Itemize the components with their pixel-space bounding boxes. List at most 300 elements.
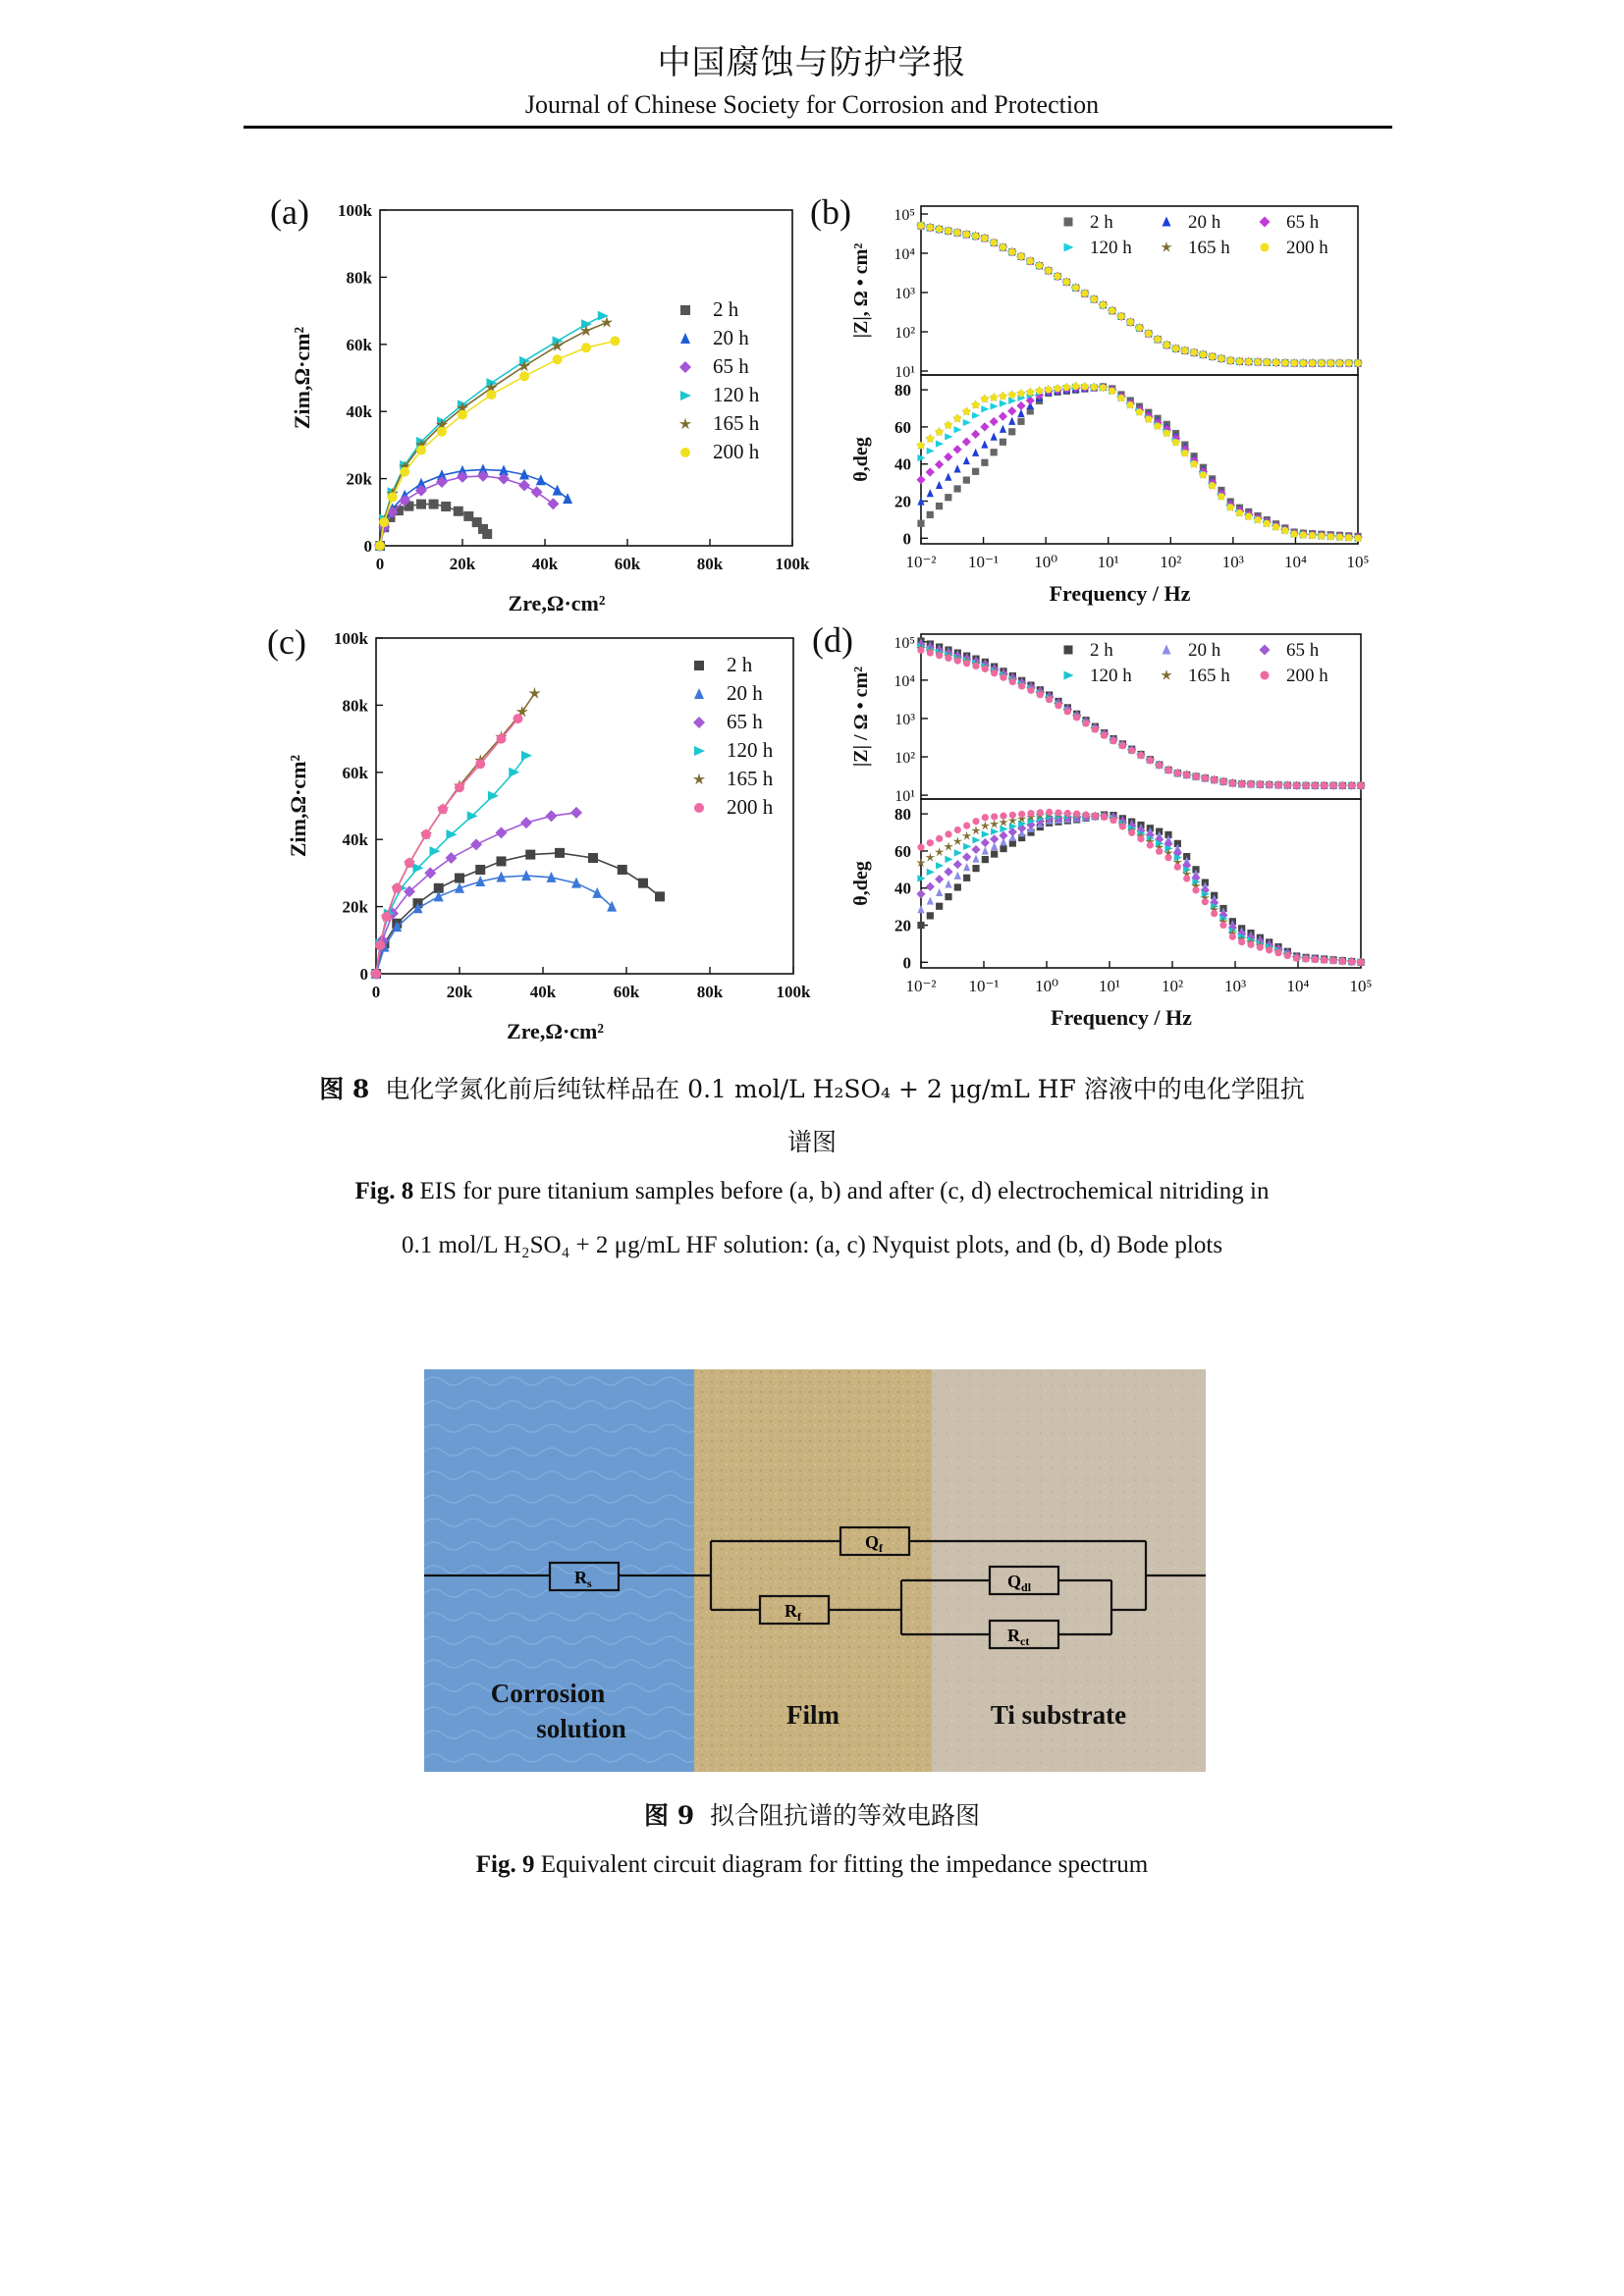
fig9-caption-cn — [0, 1796, 1624, 1832]
nyquist-a-legend-marker — [679, 418, 691, 430]
bode-b-phase-point — [945, 494, 951, 501]
nyquist-a-data-point — [547, 498, 559, 509]
bode-d-z-point — [1219, 778, 1226, 785]
bode-b-phase-point — [1000, 439, 1006, 446]
bode-d-z-point — [1128, 747, 1135, 754]
bode-d-x-tick-label: 10³ — [1223, 977, 1247, 995]
bode-b-z-point — [1245, 358, 1252, 365]
nyquist-a-data-point — [416, 500, 426, 509]
bode-d-phase-point — [1046, 809, 1053, 816]
nyquist-a-data-point — [553, 354, 563, 364]
bode-b-phase-point — [953, 415, 960, 422]
bode-d-phase-point — [1082, 811, 1089, 818]
nyquist-c-y-tick-label: 20k — [342, 897, 368, 917]
bode-d-phase-point — [981, 838, 990, 847]
nyquist-c-y-axis-label: Zim,Ω·cm² — [286, 754, 310, 858]
nyquist-c-data-point — [555, 848, 565, 858]
bode-b-phase-tick-label: 0 — [902, 529, 911, 549]
bode-d-phase-point — [916, 889, 925, 898]
bode-b-x-tick-label: 10⁻¹ — [968, 553, 1000, 571]
fig9-caption-en — [0, 1851, 1624, 1879]
bode-b-phase-point — [1136, 408, 1143, 415]
bode-b-phase-point — [936, 481, 943, 489]
bode-b-z-point — [1117, 313, 1124, 320]
bode-b-phase-point — [1154, 423, 1161, 430]
bode-d-phase-point — [953, 860, 962, 869]
bode-b-phase-point — [927, 511, 934, 518]
nyquist-c-y-tick-label: 40k — [342, 830, 368, 850]
journal-title-cn: 中国腐蚀与防护学报 — [657, 43, 967, 82]
bode-d-phase-point — [962, 852, 971, 861]
nyquist-c-panel-label: (c) — [267, 622, 306, 662]
bode-b-phase-point — [1354, 535, 1361, 542]
bode-d-phase-point — [1284, 952, 1291, 959]
bode-b-z-point — [1264, 358, 1271, 365]
bode-b-phase-point — [1191, 460, 1198, 467]
bode-b-legend-label: 2 h — [1090, 212, 1113, 233]
bode-d-phase-point — [1238, 938, 1245, 945]
bode-d-z-point — [1156, 762, 1163, 769]
bode-d-z-tick-label: 10⁴ — [893, 672, 915, 690]
bode-d-z-point — [1055, 702, 1061, 709]
bode-b-phase-point — [1017, 418, 1024, 425]
bode-b-z-point — [1000, 243, 1006, 250]
nyquist-c-data-point — [497, 856, 507, 866]
bode-b-phase-point — [1281, 527, 1288, 534]
bode-b-phase-point — [936, 428, 943, 435]
bode-d-phase-point — [953, 836, 963, 845]
bode-d-z-point — [1284, 781, 1291, 788]
bode-d-phase-point — [945, 880, 951, 887]
bode-d-z-point — [1293, 782, 1300, 789]
nyquist-c-data-point — [588, 853, 598, 863]
bode-b-z-point — [1145, 330, 1152, 337]
nyquist-a-y-tick-label: 80k — [346, 268, 372, 288]
bode-d-z-point — [1211, 776, 1218, 783]
nyquist-c-y-tick-label: 80k — [342, 696, 368, 716]
nyquist-a-x-tick-label: 0 — [375, 555, 385, 573]
bode-b-legend-label: 165 h — [1188, 238, 1230, 258]
nyquist-c-data-point — [470, 838, 482, 850]
bode-b-z-tick-label: 10⁴ — [893, 246, 915, 263]
bode-d-legend-marker — [1064, 671, 1074, 680]
nyquist-c-y-tick-label: 100k — [334, 629, 368, 648]
bode-d-phase-point — [963, 822, 970, 828]
nyquist-a-x-tick-label: 80k — [696, 555, 724, 573]
bode-d-z-point — [1037, 691, 1044, 698]
nyquist-c-x-axis-label: Zre,Ω·cm² — [507, 1019, 604, 1043]
bode-d-z-point — [1247, 780, 1254, 787]
bode-d-phase-point — [945, 893, 951, 900]
fig8-caption-en-line1 — [0, 1178, 1624, 1205]
bode-d-phase-point — [972, 854, 979, 862]
bode-d-phase-point — [1009, 812, 1016, 819]
nyquist-a-y-tick-label: 60k — [346, 335, 372, 354]
bode-d-phase-point — [963, 875, 970, 881]
bode-b-phase-point — [991, 394, 998, 400]
bode-d-phase-point — [971, 845, 980, 854]
nyquist-c-data-point — [375, 940, 385, 950]
bode-d-phase-point — [954, 849, 962, 856]
bode-b-z-point — [1336, 359, 1343, 366]
bode-d-phase-point — [1257, 944, 1264, 951]
bode-d-phase-point — [917, 905, 924, 913]
bode-d-x-tick-label: 10⁰ — [1035, 977, 1058, 995]
nyquist-c-fit-line — [376, 719, 518, 974]
nyquist-a-data-point — [477, 470, 489, 482]
bode-d-phase-point — [1128, 829, 1135, 836]
bode-d-z-tick-label: 10³ — [894, 711, 915, 728]
bode-b-phase-point — [1008, 417, 1015, 425]
region-label-solution: solution — [536, 1714, 626, 1743]
bode-d-z-point — [945, 655, 951, 662]
bode-b-phase-point — [1254, 516, 1261, 523]
bode-b-z-point — [1154, 336, 1161, 343]
fig8-caption-en-line2: 0.1 mol/L H₂SO₄ + 2 μg/mL HF solution: (a, c) Nyquist plots, and (b, d) Bode plots — [401, 1232, 1223, 1258]
bode-b-phase-point — [971, 430, 980, 439]
bode-d-phase-point — [1329, 957, 1336, 964]
nyquist-a-data-point — [457, 471, 468, 483]
bode-b-phase-point — [1017, 409, 1024, 417]
bode-d-phase-point — [991, 850, 998, 857]
nyquist-c-data-point — [528, 687, 540, 699]
nyquist-c-data-point — [655, 891, 665, 901]
bode-d-legend-marker — [1261, 671, 1270, 680]
figure-8-charts — [0, 0, 1624, 1060]
bode-d-legend-marker — [1161, 669, 1171, 680]
bode-b-phase-point — [944, 453, 952, 461]
nyquist-a-x-tick-label: 100k — [775, 555, 810, 573]
bode-d-z-point — [917, 647, 924, 654]
bode-d-phase-point — [1293, 955, 1300, 962]
nyquist-a-legend-label: 20 h — [713, 326, 749, 349]
bode-b-x-tick-label: 10¹ — [1097, 553, 1119, 571]
bode-b-phase-point — [945, 473, 951, 481]
bode-b-z-point — [1227, 357, 1234, 364]
bode-d-z-point — [1339, 782, 1346, 789]
nyquist-c-y-tick-label: 60k — [342, 763, 368, 782]
journal-title-en: Journal of Chinese Society for Corrosion and Protection — [524, 90, 1100, 119]
bode-b-z-point — [1027, 257, 1034, 264]
nyquist-a-legend-label: 120 h — [713, 383, 760, 406]
bode-d-panel-label: (d) — [812, 620, 853, 660]
bode-d-z-point — [1082, 720, 1089, 726]
bode-d-z-point — [1229, 779, 1236, 786]
bode-b-z-point — [1109, 307, 1115, 314]
nyquist-a-data-point — [441, 502, 451, 511]
nyquist-c-data-point — [446, 852, 458, 864]
bode-d-phase-point — [954, 872, 961, 880]
nyquist-c-legend-marker — [694, 803, 704, 813]
bode-b-phase-point — [1045, 386, 1052, 393]
nyquist-a-legend-label: 2 h — [713, 297, 739, 321]
bode-d-z-point — [954, 658, 961, 665]
bode-d-phase-point — [999, 831, 1007, 840]
bode-d-z-point — [1257, 781, 1264, 788]
bode-b-phase-point — [927, 489, 934, 497]
bode-b-z-point — [1008, 248, 1015, 255]
bode-b-z-point — [1100, 301, 1107, 308]
bode-d-phase-point — [927, 839, 934, 846]
bode-d-z-point — [1266, 781, 1272, 788]
bode-b-legend-label: 65 h — [1286, 212, 1320, 233]
nyquist-a-legend-marker — [680, 391, 691, 400]
bode-d-phase-point — [1202, 898, 1209, 905]
bode-b-phase-point — [1291, 530, 1298, 537]
bode-d-z-point — [1164, 767, 1171, 774]
bode-d-phase-point — [1073, 810, 1080, 817]
bode-d-legend-label: 120 h — [1090, 666, 1132, 686]
bode-d-phase-point — [1247, 941, 1254, 948]
bode-b-phase-point — [935, 460, 944, 469]
bode-d-x-axis-label: Frequency / Hz — [1051, 1005, 1192, 1030]
bode-d-phase-point — [945, 830, 951, 837]
nyquist-c-data-point — [618, 865, 627, 875]
nyquist-a-y-tick-label: 20k — [346, 469, 372, 489]
nyquist-c-legend-label: 20 h — [727, 681, 763, 705]
bode-b-z-tick-label: 10² — [894, 325, 915, 342]
nyquist-a-fit-line — [380, 316, 603, 546]
bode-d-phase-point — [1037, 809, 1044, 816]
bode-b-z-point — [1272, 359, 1279, 366]
nyquist-c-data-point — [488, 791, 499, 801]
bode-d-z-point — [1202, 774, 1209, 781]
bode-b-phase-point — [1017, 390, 1024, 397]
bode-b-legend-marker — [1260, 217, 1271, 228]
bode-b-phase-point — [1008, 428, 1015, 435]
bode-b-phase-point — [1100, 384, 1107, 391]
bode-b-phase-point — [981, 440, 988, 448]
bode-d-phase-point — [1156, 848, 1163, 855]
bode-b-phase-point — [1063, 384, 1070, 391]
bode-b-phase-point — [1145, 415, 1152, 422]
qf-label: $Q_f$ — [865, 1532, 884, 1555]
bode-b-z-axis-label: |Z|, Ω • cm² — [850, 242, 872, 339]
bode-d-z-point — [1027, 687, 1034, 694]
nyquist-a-legend-label: 200 h — [713, 440, 760, 463]
nyquist-a-legend-marker — [680, 305, 690, 315]
nyquist-c-x-tick-label: 60k — [613, 983, 640, 1001]
bode-d-z-point — [1137, 752, 1144, 759]
nyquist-c-data-point — [475, 759, 485, 769]
fig9-caption-cn-label: 图 9 — [643, 1801, 695, 1830]
bode-d-z-point — [1357, 782, 1364, 789]
bode-b-z-point — [991, 240, 998, 246]
bode-b-legend-marker — [1064, 218, 1073, 227]
bode-d-z-point — [936, 652, 943, 659]
bode-b-phase-point — [1091, 384, 1098, 391]
bode-b-z-point — [1291, 359, 1298, 366]
nyquist-c-data-point — [592, 887, 602, 898]
bode-b-z-point — [1063, 279, 1070, 286]
region-label-film: Film — [786, 1700, 839, 1730]
bode-d-phase-point — [926, 882, 935, 891]
bode-d-phase-point — [936, 888, 943, 896]
bode-d-z-point — [1073, 714, 1080, 721]
bode-b-z-point — [1318, 359, 1325, 366]
bode-b-phase-point — [1117, 395, 1124, 401]
region-label-corrosion: Corrosion — [490, 1679, 606, 1708]
bode-d-phase-point — [927, 869, 935, 876]
bode-b-z-point — [1309, 359, 1316, 366]
nyquist-a-data-point — [563, 493, 572, 504]
bode-b-z-point — [1327, 359, 1334, 366]
bode-b-phase-point — [945, 433, 952, 440]
bode-d-z-point — [1183, 772, 1190, 778]
bode-b-phase-point — [917, 520, 924, 527]
nyquist-c-fit-line — [376, 693, 535, 974]
nyquist-a-fit-line — [380, 323, 607, 546]
bode-d-legend-label: 200 h — [1286, 666, 1328, 686]
bode-d-z-point — [1192, 773, 1199, 779]
bode-b-phase-tick-label: 20 — [894, 492, 911, 511]
bode-b-phase-point — [1164, 430, 1170, 437]
nyquist-a-plot-frame — [380, 210, 792, 546]
nyquist-c-legend-marker — [694, 661, 704, 670]
nyquist-a-data-point — [486, 390, 496, 400]
bode-d-z-point — [972, 663, 979, 669]
bode-b-phase-tick-label: 60 — [894, 417, 911, 437]
nyquist-a-data-point — [416, 446, 426, 455]
bode-b-z-point — [963, 231, 970, 238]
rct-label: $R_{ct}$ — [1007, 1626, 1030, 1648]
nyquist-c-x-tick-label: 40k — [529, 983, 557, 1001]
bode-b-phase-point — [999, 412, 1007, 421]
bode-b-z-point — [1200, 351, 1207, 358]
bode-d-phase-point — [1348, 958, 1355, 965]
bode-d-z-point — [1018, 682, 1025, 689]
bode-d-legend-marker — [1064, 646, 1073, 655]
bode-b-panel-label: (b) — [810, 192, 851, 232]
nyquist-c-data-point — [497, 734, 507, 744]
nyquist-c-legend-marker — [693, 717, 705, 728]
bode-d-phase-point — [1211, 910, 1218, 917]
bode-b-phase-point — [1200, 471, 1207, 478]
bode-d-phase-point — [954, 883, 961, 890]
nyquist-c-legend-label: 165 h — [727, 767, 774, 790]
bode-b-z-point — [1181, 347, 1188, 354]
bode-b-z-point — [1045, 267, 1052, 274]
bode-b-phase-tick-label: 40 — [894, 454, 911, 474]
bode-b-x-tick-label: 10³ — [1221, 553, 1244, 571]
bode-b-phase-point — [1054, 385, 1060, 392]
nyquist-c-data-point — [496, 827, 508, 838]
bode-d-legend-label: 165 h — [1188, 666, 1230, 686]
nyquist-a-x-axis-label: Zre,Ω·cm² — [508, 591, 606, 615]
nyquist-c-data-point — [607, 901, 617, 912]
nyquist-c-legend-marker — [694, 746, 705, 756]
bode-b-z-point — [1081, 290, 1088, 296]
bode-b-phase-point — [1218, 493, 1224, 500]
bode-d-phase-point — [1229, 934, 1236, 940]
bode-d-legend-marker — [1260, 645, 1271, 656]
bode-b-z-point — [936, 226, 943, 233]
nyquist-a-data-point — [519, 371, 529, 381]
bode-b-z-point — [1345, 359, 1352, 366]
bode-b-phase-point — [945, 422, 951, 429]
bode-b-z-point — [1017, 253, 1024, 260]
bode-d-phase-point — [963, 843, 971, 850]
bode-d-z-tick-label: 10² — [894, 750, 915, 768]
nyquist-c-data-point — [438, 804, 448, 814]
nyquist-c-data-point — [546, 810, 558, 822]
bode-b-phase-point — [927, 448, 935, 454]
bode-b-phase-point — [1209, 482, 1216, 489]
bode-b-z-point — [1209, 353, 1216, 360]
bode-d-phase-point — [945, 856, 952, 863]
bode-b-z-point — [972, 233, 979, 240]
bode-b-phase-point — [1272, 523, 1279, 530]
bode-b-z-point — [927, 224, 934, 231]
bode-b-phase-point — [927, 435, 934, 442]
nyquist-c-data-point — [570, 807, 582, 819]
bode-d-phase-point — [962, 831, 972, 840]
bode-b-phase-point — [916, 475, 925, 484]
bode-b-phase-point — [990, 417, 999, 426]
bode-b-phase-point — [1236, 509, 1243, 516]
bode-b-x-tick-label: 10² — [1160, 553, 1182, 571]
nyquist-a-x-tick-label: 40k — [531, 555, 559, 573]
bode-d-z-point — [1174, 770, 1181, 776]
bode-d-z-point — [982, 666, 989, 672]
bode-d-z-point — [1312, 782, 1319, 789]
bode-b-x-axis-label: Frequency / Hz — [1049, 581, 1191, 606]
bode-b-phase-point — [1027, 389, 1034, 396]
bode-d-phase-point — [944, 842, 953, 851]
bode-b-legend-label: 20 h — [1188, 212, 1221, 233]
bode-d-phase-point — [1312, 956, 1319, 963]
bode-d-phase-point — [991, 828, 999, 835]
bode-d-z-point — [991, 669, 998, 676]
bode-b-phase-point — [963, 419, 971, 426]
bode-b-phase-point — [980, 422, 989, 431]
bode-b-z-point — [1218, 355, 1224, 362]
fig8-caption-en-label: Fig. 8 — [354, 1178, 414, 1204]
bode-d-phase-point — [1147, 841, 1154, 848]
bode-b-legend-marker — [1261, 243, 1270, 252]
bode-b-legend-marker — [1163, 217, 1171, 227]
bode-d-phase-point — [1137, 835, 1144, 842]
nyquist-c-data-point — [509, 768, 519, 777]
bode-d-z-point — [1092, 725, 1099, 732]
bode-d-phase-point — [1055, 809, 1061, 816]
bode-d-z-point — [1000, 674, 1006, 681]
bode-b-phase-point — [1016, 401, 1025, 410]
bode-b-z-tick-label: 10³ — [894, 286, 915, 302]
nyquist-c-x-tick-label: 80k — [696, 983, 724, 1001]
rs-label: $R_s$ — [574, 1568, 592, 1590]
bode-b-z-point — [1300, 359, 1307, 366]
bode-d-phase-point — [1027, 810, 1034, 817]
nyquist-a-data-point — [437, 427, 447, 437]
nyquist-a-fit-line — [380, 341, 615, 546]
nyquist-c-data-point — [521, 751, 532, 761]
bode-d-phase-tick-label: 80 — [894, 805, 911, 825]
bode-b-phase-point — [962, 437, 971, 446]
nyquist-a-data-point — [553, 485, 563, 496]
nyquist-a-panel-label: (a) — [270, 192, 309, 232]
nyquist-c-data-point — [382, 912, 392, 922]
bode-b-phase-point — [1109, 388, 1115, 395]
bode-d-phase-point — [1302, 955, 1309, 962]
bode-b-phase-point — [1008, 392, 1015, 399]
bode-b-phase-point — [963, 477, 970, 484]
fig8-caption-cn-text: 电化学氮化前后纯钛样品在 0.1 mol/L H₂SO₄ + 2 μg/mL HF 溶液中的电化学阻抗 — [385, 1075, 1305, 1103]
bode-d-phase-point — [1174, 864, 1181, 871]
nyquist-c-legend-marker — [694, 688, 704, 699]
bode-d-x-tick-label: 10² — [1161, 977, 1184, 995]
bode-d-z-point — [1321, 782, 1327, 789]
